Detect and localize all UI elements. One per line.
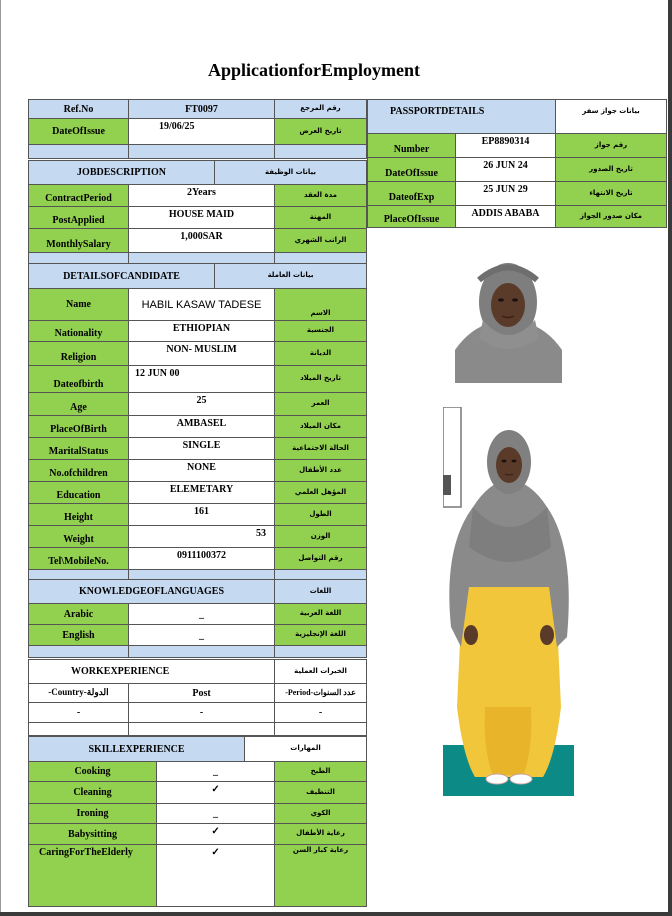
passport-details-header: PASSPORTDETAILS <box>368 100 556 134</box>
contract-period-label: ContractPeriod <box>29 185 129 207</box>
weight-ar: الوزن <box>275 526 367 548</box>
monthly-salary-value: 1,000SAR <box>129 229 275 253</box>
age-value: 25 <box>129 393 275 416</box>
spacer-cell <box>275 646 367 658</box>
religion-value: NON- MUSLIM <box>129 342 275 366</box>
skill-elderly-ar: رعاية كبار السن <box>275 845 367 907</box>
weight-label: Weight <box>29 526 129 548</box>
tel-mobile-value: 0911100372 <box>129 548 275 570</box>
place-of-birth-label: PlaceOfBirth <box>29 416 129 438</box>
place-of-birth-value: AMBASEL <box>129 416 275 438</box>
date-of-issue-value: 19/06/25 <box>129 119 275 145</box>
spacer-cell <box>129 723 275 736</box>
skill-cooking-label: Cooking <box>29 762 157 782</box>
post-applied-ar: المهنة <box>275 207 367 229</box>
passport-expiry-ar: تاريخ الانتهاء <box>556 182 667 206</box>
spacer-cell <box>29 646 129 658</box>
passport-number-ar: رقم جواز <box>556 134 667 158</box>
passport-number-label: Number <box>368 134 456 158</box>
passport-details-table <box>367 99 667 228</box>
skill-babysitting-value: ✓ <box>157 824 275 845</box>
religion-ar: الديانة <box>275 342 367 366</box>
name-label: Name <box>29 289 129 321</box>
height-ar: الطول <box>275 504 367 526</box>
marital-status-ar: الحالة الاجتماعية <box>275 438 367 460</box>
reference-table <box>28 99 367 159</box>
job-description-table <box>28 160 367 265</box>
page-right-edge <box>668 0 672 916</box>
work-post-value: - <box>129 703 275 723</box>
page-bottom-edge <box>0 912 672 916</box>
nationality-value: ETHIOPIAN <box>129 321 275 342</box>
passport-place-ar: مكان صدور الجواز <box>556 206 667 228</box>
nationality-label: Nationality <box>29 321 129 342</box>
language-english-label: English <box>29 625 129 646</box>
work-country-value: - <box>29 703 129 723</box>
skill-ironing-ar: الكوي <box>275 804 367 824</box>
no-of-children-label: No.ofchildren <box>29 460 129 482</box>
work-post-column-header: Post <box>129 684 275 703</box>
tel-mobile-ar: رقم التواصل <box>275 548 367 570</box>
skill-experience-table <box>28 736 367 907</box>
education-label: Education <box>29 482 129 504</box>
name-value: HABIL KASAW TADESE <box>129 289 275 321</box>
passport-number-value: EP8890314 <box>456 134 556 158</box>
document-title: ApplicationforEmployment <box>207 60 420 80</box>
passport-details-header-ar: بيانات جواز سفر <box>556 100 667 134</box>
no-of-children-value: NONE <box>129 460 275 482</box>
skill-cooking-value: _ <box>157 762 275 782</box>
spacer-cell <box>129 646 275 658</box>
tel-mobile-label: Tel\MobileNo. <box>29 548 129 570</box>
age-ar: العمر <box>275 393 367 416</box>
work-experience-table <box>28 659 367 736</box>
work-period-column-header: -Period-عدد السنوات <box>275 684 367 703</box>
job-description-header-ar: بيانات الوظيفة <box>215 161 367 185</box>
candidate-full-body-photo <box>443 407 574 796</box>
passport-expiry-label: DateofExp <box>368 182 456 206</box>
skill-babysitting-label: Babysitting <box>29 824 157 845</box>
nationality-ar: الجنسية <box>275 321 367 342</box>
language-arabic-ar: اللغة العربية <box>275 604 367 625</box>
no-of-children-ar: عدد الأطفال <box>275 460 367 482</box>
work-experience-header: WORKEXPERIENCE <box>29 660 275 684</box>
education-value: ELEMETARY <box>129 482 275 504</box>
marital-status-value: SINGLE <box>129 438 275 460</box>
skill-elderly-label: CaringForTheElderly <box>29 845 157 907</box>
skill-ironing-value: _ <box>157 804 275 824</box>
post-applied-label: PostApplied <box>29 207 129 229</box>
passport-place-label: PlaceOfIssue <box>368 206 456 228</box>
candidate-details-table <box>28 263 367 582</box>
date-of-issue-ar: تاريخ العرض <box>275 119 367 145</box>
skill-babysitting-ar: رعاية الأطفال <box>275 824 367 845</box>
date-of-birth-value: 12 JUN 00 <box>129 366 275 393</box>
passport-expiry-value: 25 JUN 29 <box>456 182 556 206</box>
ref-no-label: Ref.No <box>29 100 129 119</box>
religion-label: Religion <box>29 342 129 366</box>
job-description-header: JOBDESCRIPTION <box>29 161 215 185</box>
age-label: Age <box>29 393 129 416</box>
passport-issue-date-ar: تاريخ الصدور <box>556 158 667 182</box>
language-arabic-value: _ <box>129 604 275 625</box>
language-arabic-label: Arabic <box>29 604 129 625</box>
contract-period-ar: مدة العقد <box>275 185 367 207</box>
date-of-issue-label: DateOfIssue <box>29 119 129 145</box>
spacer-cell <box>275 145 367 159</box>
candidate-portrait-photo <box>455 250 562 383</box>
language-english-value: _ <box>129 625 275 646</box>
spacer-cell <box>129 145 275 159</box>
skill-cleaning-label: Cleaning <box>29 782 157 804</box>
ref-no-ar: رقم المرجع <box>275 100 367 119</box>
marital-status-label: MaritalStatus <box>29 438 129 460</box>
post-applied-value: HOUSE MAID <box>129 207 275 229</box>
height-value: 161 <box>129 504 275 526</box>
skill-ironing-label: Ironing <box>29 804 157 824</box>
ref-no-value: FT0097 <box>129 100 275 119</box>
passport-issue-date-value: 26 JUN 24 <box>456 158 556 182</box>
date-of-birth-ar: تاريخ الميلاد <box>275 366 367 393</box>
skill-experience-header-ar: المهارات <box>245 737 367 762</box>
spacer-cell <box>275 723 367 736</box>
skill-elderly-value: ✓ <box>157 845 275 907</box>
languages-table <box>28 579 367 658</box>
page-left-edge <box>0 0 1 916</box>
passport-issue-date-label: DateOfIssue <box>368 158 456 182</box>
work-period-value: - <box>275 703 367 723</box>
languages-header: KNOWLEDGEOFLANGUAGES <box>29 580 275 604</box>
education-ar: المؤهل العلمي <box>275 482 367 504</box>
work-experience-header-ar: الخبرات العملية <box>275 660 367 684</box>
date-of-birth-label: Dateofbirth <box>29 366 129 393</box>
passport-place-value: ADDIS ABABA <box>456 206 556 228</box>
language-english-ar: اللغة الإنجليزية <box>275 625 367 646</box>
monthly-salary-ar: الراتب الشهري <box>275 229 367 253</box>
candidate-details-header: DETAILSOFCANDIDATE <box>29 264 215 289</box>
contract-period-value: 2Years <box>129 185 275 207</box>
languages-header-ar: اللغات <box>275 580 367 604</box>
candidate-details-header-ar: بيانات العاملة <box>215 264 367 289</box>
weight-value: 53 <box>129 526 275 548</box>
place-of-birth-ar: مكان الميلاد <box>275 416 367 438</box>
monthly-salary-label: MonthlySalary <box>29 229 129 253</box>
height-label: Height <box>29 504 129 526</box>
name-ar: الاسم <box>275 289 367 321</box>
work-country-column-header: -Country-الدولة <box>29 684 129 703</box>
spacer-cell <box>29 723 129 736</box>
spacer-cell <box>29 145 129 159</box>
skill-cleaning-ar: التنظيف <box>275 782 367 804</box>
skill-experience-header: SKILLEXPERIENCE <box>29 737 245 762</box>
skill-cooking-ar: الطبخ <box>275 762 367 782</box>
skill-cleaning-value: ✓ <box>157 782 275 804</box>
